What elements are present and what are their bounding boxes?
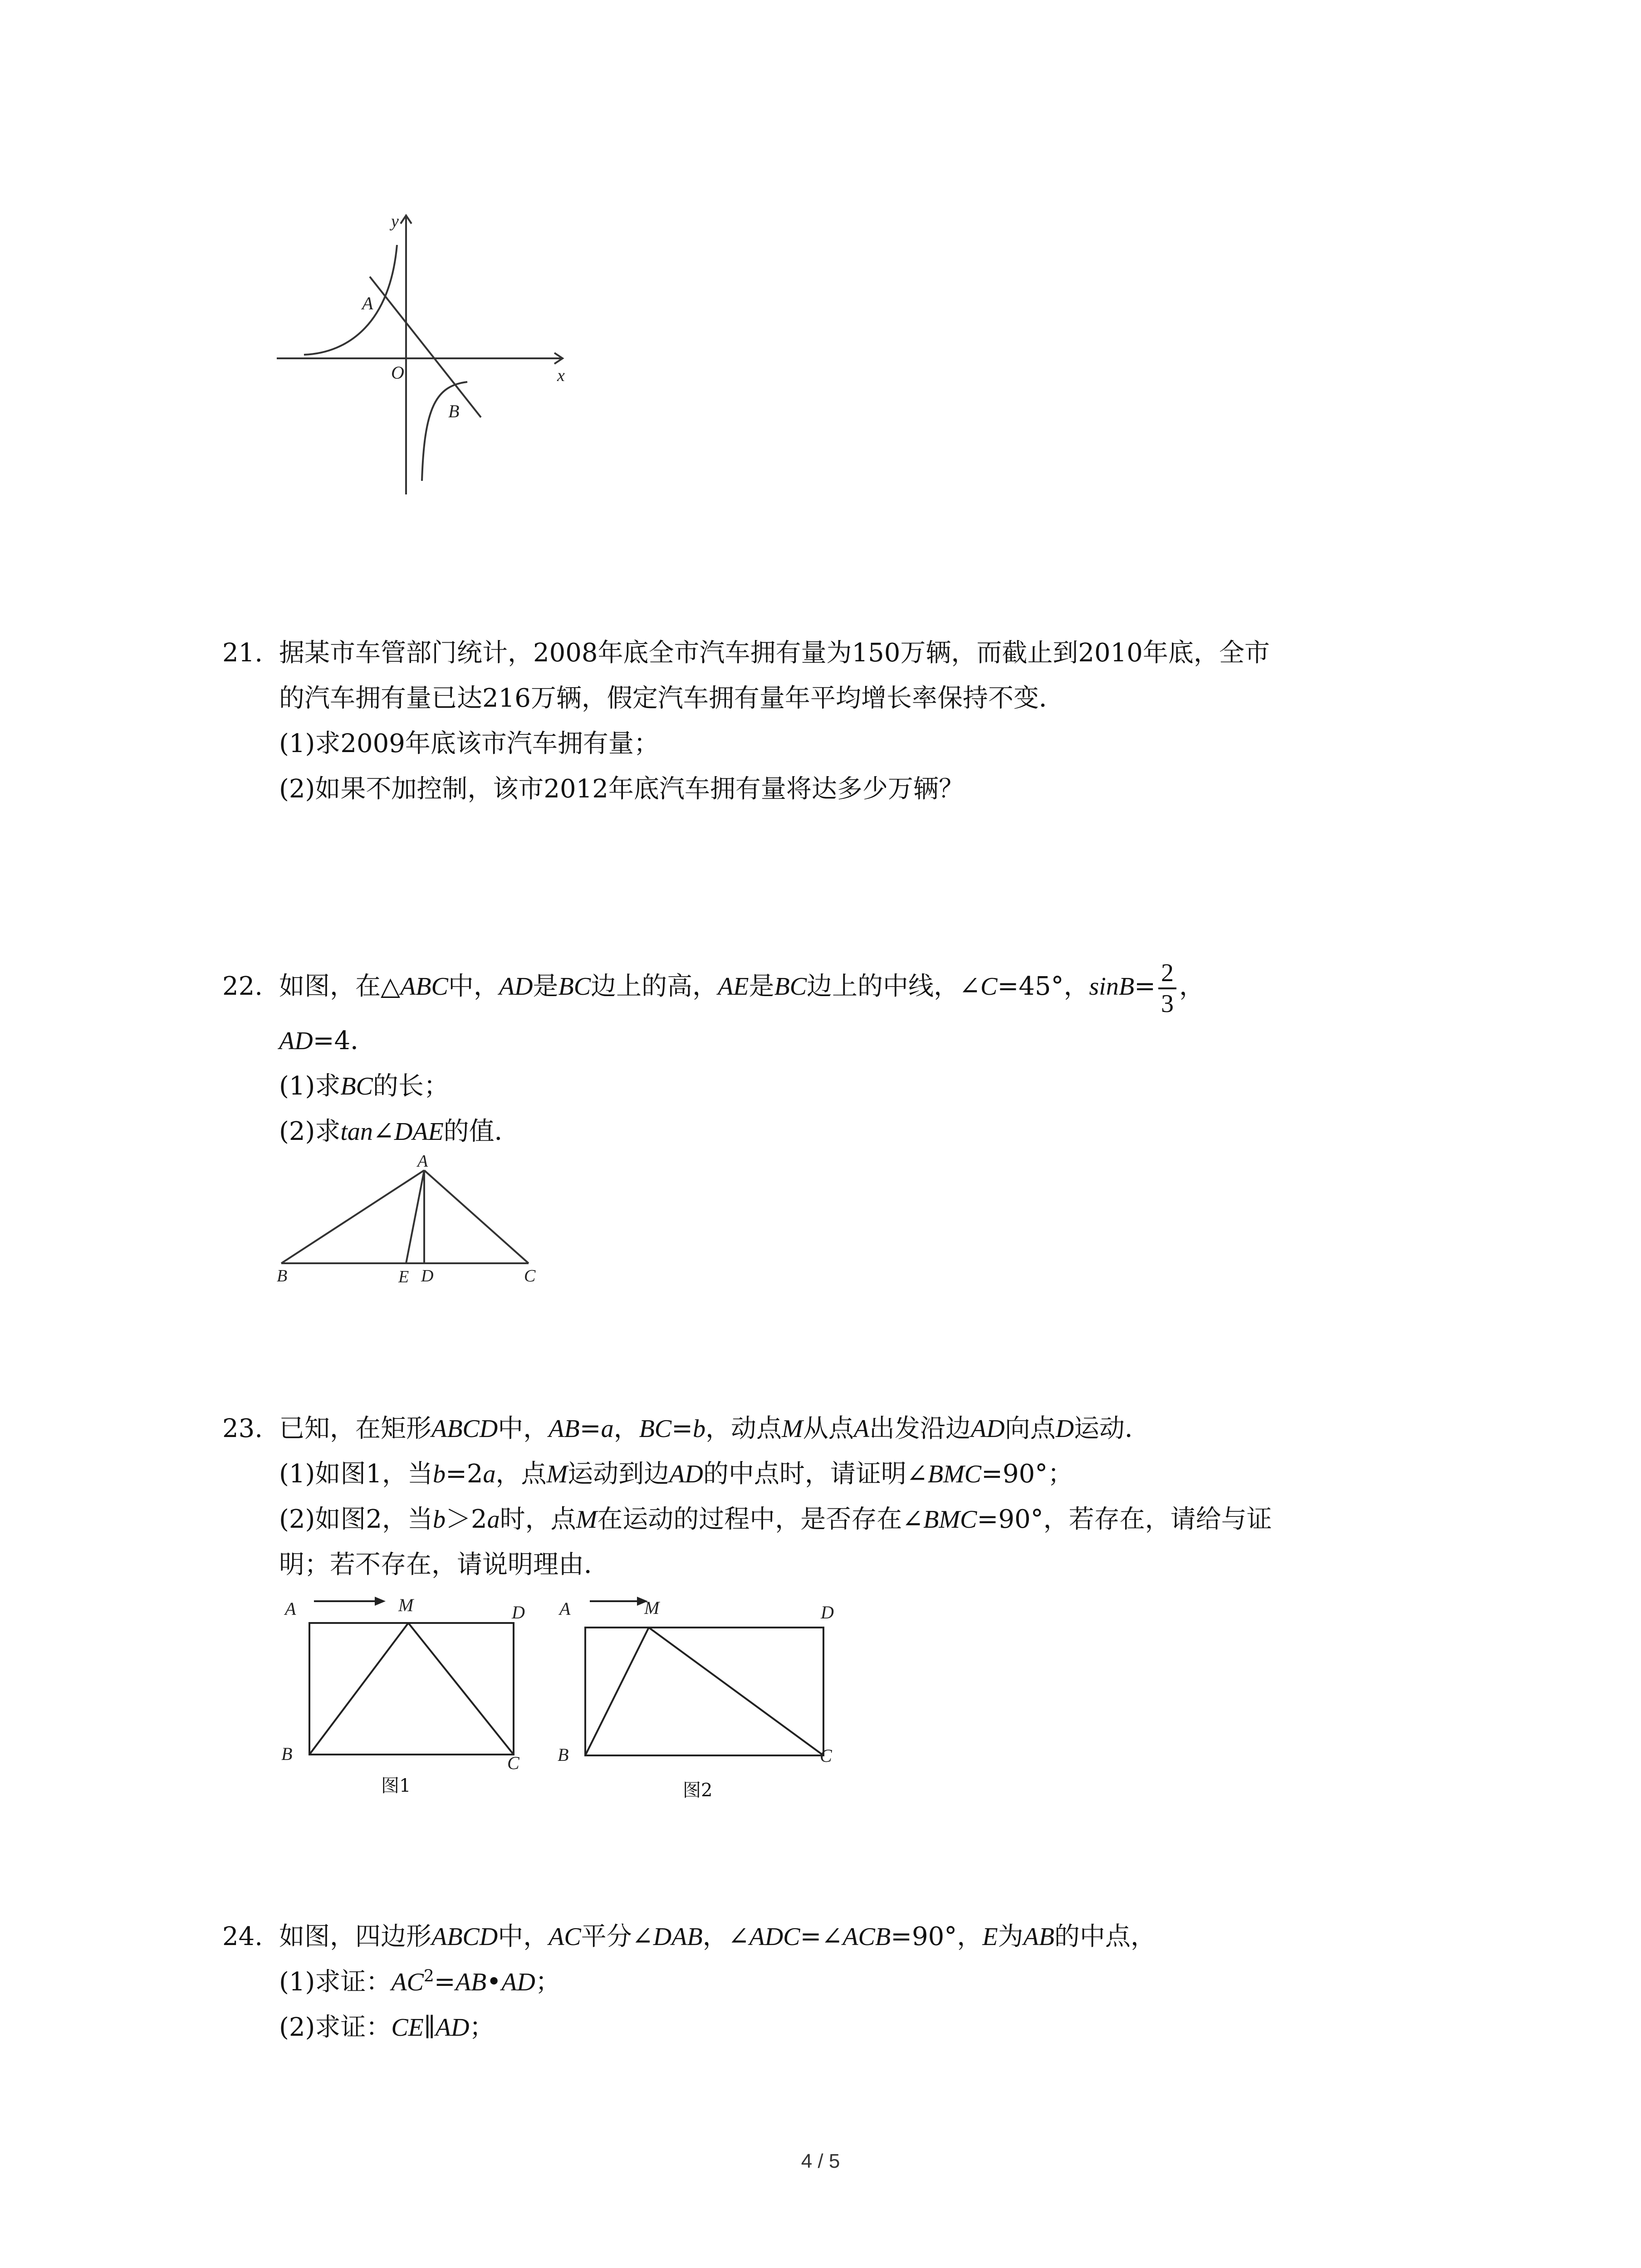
figure-2-caption: 图2	[683, 1780, 713, 1801]
label-vertex-a: A	[559, 1598, 571, 1619]
question-number: 24.	[222, 1922, 263, 1951]
sub-question-2: (2)如果不加控制，该市2012年底汽车拥有量将达多少万辆？	[279, 774, 964, 804]
sub-question-1: (1)求BC的长；	[279, 1071, 449, 1101]
figure-rectangle-1	[272, 1588, 535, 1773]
label-vertex-d: D	[821, 1602, 834, 1623]
question-text-continued: 的汽车拥有量已达216万辆，假定汽车拥有量年平均增长率保持不变．	[279, 684, 1064, 713]
sub-question-2: (2)求证：CE∥AD；	[279, 2013, 495, 2042]
label-vertex-c: C	[820, 1745, 832, 1766]
label-vertex-a: A	[417, 1152, 428, 1171]
label-vertex-b: B	[277, 1266, 288, 1286]
label-point-m: M	[644, 1598, 660, 1618]
question-22: 22. 如图，在△ABC中，AD是BC边上的高，AE是BC边上的中线，∠C=45°，sinB= $\frac{2}{3}$ ， AD=4． (1)求BC的长； (2)求tan∠DAE的值．	[222, 957, 1456, 1154]
label-point-d: D	[421, 1266, 434, 1286]
label-vertex-d: D	[512, 1602, 525, 1623]
label-point-e: E	[398, 1267, 409, 1286]
page-number: 4 / 5	[801, 2150, 840, 2172]
question-21	[222, 631, 1456, 812]
question-number: 23.	[222, 1414, 263, 1443]
figure-1-caption: 图1	[381, 1775, 411, 1796]
sub-question-2-continued: 明；若不存在，请说明理由．	[279, 1550, 609, 1579]
label-origin: O	[391, 362, 404, 383]
label-point-m: M	[398, 1595, 414, 1615]
figure-rectangle-2	[551, 1588, 833, 1769]
figure-hyperbola	[272, 209, 581, 499]
question-number: 21.	[222, 638, 263, 668]
label-y-axis: y	[391, 212, 399, 231]
question-number: 22.	[222, 972, 263, 1001]
figure-triangle	[272, 1152, 544, 1284]
label-vertex-c: C	[507, 1753, 519, 1773]
question-24: 24. 如图，四边形ABCD中，AC平分∠DAB，∠ADC=∠ACB=90°，E为AB的中点， (1)求证：$AC^2=AB•AD$； (2)求证：CE∥AD；	[222, 1914, 1456, 2050]
label-vertex-a: A	[285, 1598, 296, 1619]
label-point-a: A	[362, 293, 373, 313]
sub-question-1: (1)求2009年底该市汽车拥有量；	[279, 729, 659, 758]
sub-question-2: (2)如图2，当b＞2a时，点M在运动的过程中，是否存在∠BMC=90°，若存在，请给与证	[279, 1505, 1272, 1534]
label-x-axis: x	[557, 366, 565, 385]
label-vertex-b: B	[281, 1744, 293, 1764]
sub-question-1: (1)如图1，当b=2a，点M运动到边AD的中点时，请证明∠BMC=90°；	[279, 1459, 1073, 1489]
label-vertex-b: B	[558, 1745, 569, 1765]
question-23: 23. 已知，在矩形ABCD中，AB=a，BC=b，动点M从点A出发沿边AD向点D运动． (1)如图1，当b=2a，点M运动到边AD的中点时，请证明∠BMC=90°； (2)如图2，当b＞2a时，点M在运动的过程中，是否存在∠BMC=90°，若存在，请给与证 明；若不存在，请说明理由．	[222, 1406, 1456, 1588]
sub-question-2: (2)求tan∠DAE的值．	[279, 1116, 520, 1146]
question-text: 据某市车管部门统计，2008年底全市汽车拥有量为150万辆，而截止到2010年底，全市	[279, 638, 1270, 668]
fraction-two-thirds: $\frac{2}{3}$	[1158, 958, 1176, 1018]
sub-question-1: (1)求证：$AC^2=AB•AD$；	[279, 1967, 561, 1997]
label-vertex-c: C	[524, 1266, 536, 1286]
label-point-b: B	[448, 401, 460, 421]
